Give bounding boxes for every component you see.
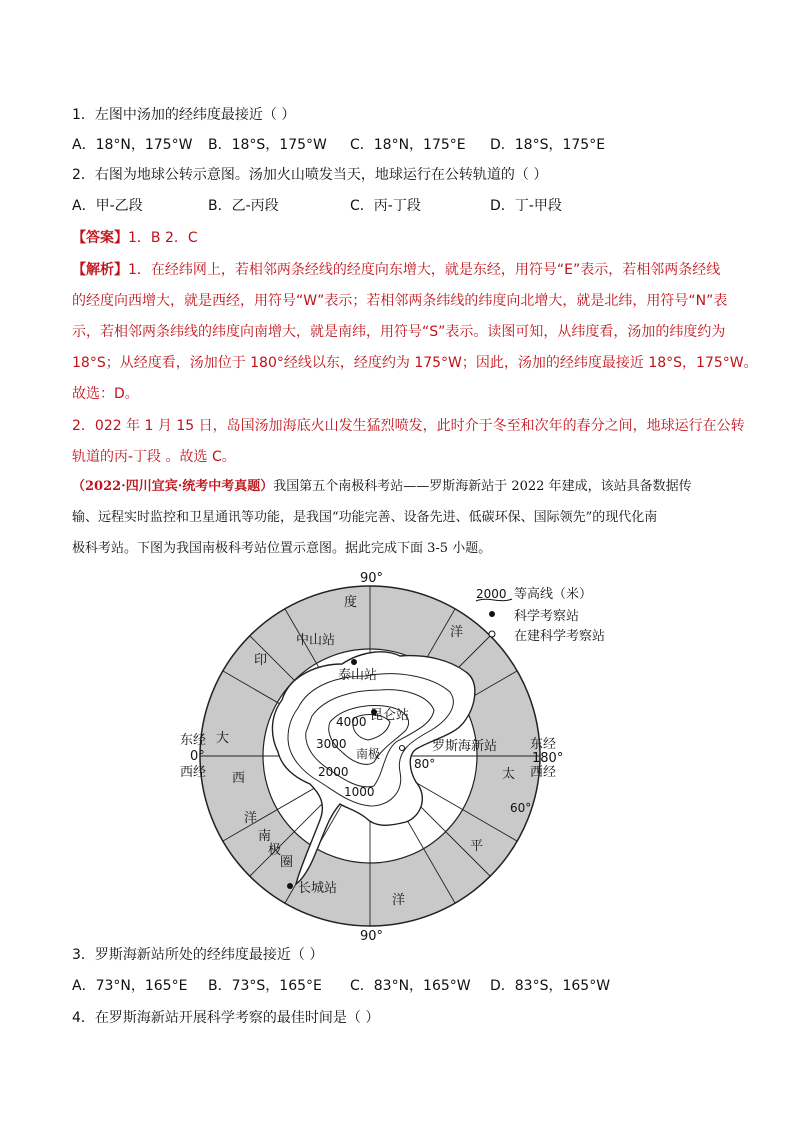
analysis-line-5: 故选：D。	[72, 386, 139, 402]
option-c: C．18°N，175°E	[350, 137, 466, 153]
option-b: B．73°S，165°E	[208, 978, 322, 994]
option-d: D．18°S，175°E	[490, 137, 606, 153]
kunlun-station-label: 昆仑站	[370, 708, 410, 723]
contour-label: 3000	[316, 737, 347, 751]
analysis2-line-1: 2．022 年 1 月 15 日，岛国汤加海底火山发生猛烈喷发，此时介于冬至和次年的春分之间，地球运行在公转	[72, 418, 745, 434]
legend-contour-value: 2000	[476, 587, 507, 601]
legend-contour-label: 等高线（米）	[514, 587, 593, 602]
option-c: C．83°N，165°W	[350, 978, 471, 994]
ocean-char: 印	[254, 653, 268, 668]
ocean-char: 平	[470, 839, 484, 854]
right-label-west: 西经	[530, 765, 557, 780]
passage-source: （2022·四川宜宾·统考中考真题）	[72, 479, 274, 494]
lon-top-label: 90°	[360, 572, 384, 586]
question-1: 1．左图中汤加的经纬度最接近（ ）	[72, 107, 296, 123]
contour-label: 4000	[336, 715, 367, 729]
option-a: A．73°N，165°E	[72, 978, 188, 994]
right-label-180: 180°	[532, 751, 564, 766]
question-3-options	[72, 977, 610, 995]
answer-line	[72, 229, 198, 247]
analysis-text: 1．在经纬网上，若相邻两条经线的经度向东增大，就是东经，用符号“E”表示，若相邻两条经线	[128, 262, 721, 278]
passage-text: 我国第五个南极科考站——罗斯海新站于 2022 年建成，该站具备数据传	[273, 479, 692, 494]
question-1-options	[72, 136, 605, 154]
passage-line-1	[72, 478, 722, 496]
option-d: D．丁-甲段	[490, 198, 562, 214]
answer-text: 1．B 2．C	[128, 230, 198, 246]
lon-bottom-label: 90°	[360, 929, 384, 942]
option-a: A．甲-乙段	[72, 198, 143, 214]
map-legend	[476, 586, 605, 644]
passage-line-3: 极科考站。下图为我国南极科考站位置示意图。据此完成下面 3-5 小题。	[72, 541, 492, 556]
rosssea-station-label: 罗斯海新站	[432, 739, 498, 754]
ocean-char: 大	[216, 731, 230, 746]
passage-line-2: 输、远程实时监控和卫星通讯等功能，是我国“功能完善、设备先进、低碳环保、国际领先”的现代化南	[72, 510, 658, 525]
rosssea-station-dot	[400, 746, 405, 751]
analysis2-line-2: 轨道的丙-丁段 。故选 C。	[72, 449, 236, 465]
contour-label: 1000	[344, 785, 375, 799]
question-3: 3．罗斯海新站所处的经纬度最接近（ ）	[72, 947, 324, 963]
zhongshan-station-label: 中山站	[296, 633, 336, 648]
ocean-char: 洋	[244, 811, 258, 826]
lat-80-label: 80°	[414, 757, 436, 771]
option-a: A．18°N，175°W	[72, 137, 193, 153]
question-4: 4．在罗斯海新站开展科学考察的最佳时间是（ ）	[72, 1010, 380, 1026]
analysis-line-1	[72, 261, 720, 279]
analysis-line-3: 示，若相邻两条纬线的纬度向南增大，就是南纬，用符号“S”表示。读图可知，从纬度看，汤加的纬度约为	[72, 324, 726, 340]
analysis-line-2: 的经度向西增大，就是西经，用符号“W”表示；若相邻两条纬线的纬度向北增大，就是北纬，用符号“N”表	[72, 293, 728, 309]
left-label-west: 西经	[180, 765, 207, 780]
legend-planned-label: 在建科学考察站	[514, 629, 606, 644]
answer-tag: 【答案】	[72, 230, 128, 246]
greatwall-station-label: 长城站	[298, 881, 338, 896]
left-label-0: 0°	[190, 749, 205, 764]
option-d: D．83°S，165°W	[490, 978, 611, 994]
option-b: B．乙-丙段	[208, 198, 279, 214]
question-2-options	[72, 197, 562, 215]
antarctica-station-map	[170, 572, 630, 942]
circle-char: 圈	[280, 855, 294, 870]
ocean-char: 洋	[392, 893, 406, 908]
ocean-char: 太	[502, 767, 516, 782]
ocean-char: 度	[344, 595, 358, 610]
analysis-line-4: 18°S；从经度看，汤加位于 180°经线以东，经度约为 175°W；因此，汤加的经纬度最接近 18°S，175°W。	[72, 355, 758, 371]
left-label-east: 东经	[180, 733, 207, 748]
option-c: C．丙-丁段	[350, 198, 421, 214]
option-b: B．18°S，175°W	[208, 137, 327, 153]
right-label-east: 东经	[530, 737, 557, 752]
analysis-tag: 【解析】	[72, 262, 128, 278]
circle-char: 极	[268, 843, 282, 858]
ocean-char: 洋	[450, 625, 464, 640]
ocean-char: 西	[232, 771, 246, 786]
legend-station-label: 科学考察站	[514, 609, 580, 624]
zhongshan-station-dot	[351, 659, 357, 665]
lat-60-label: 60°	[510, 801, 532, 815]
question-2: 2．右图为地球公转示意图。汤加火山喷发当天，地球运行在公转轨道的（ ）	[72, 167, 548, 183]
circle-char: 南	[258, 829, 272, 844]
south-pole-label: 南极	[356, 747, 381, 761]
contour-label: 2000	[318, 765, 349, 779]
taishan-station-label: 泰山站	[338, 668, 378, 683]
greatwall-station-dot	[287, 883, 293, 889]
